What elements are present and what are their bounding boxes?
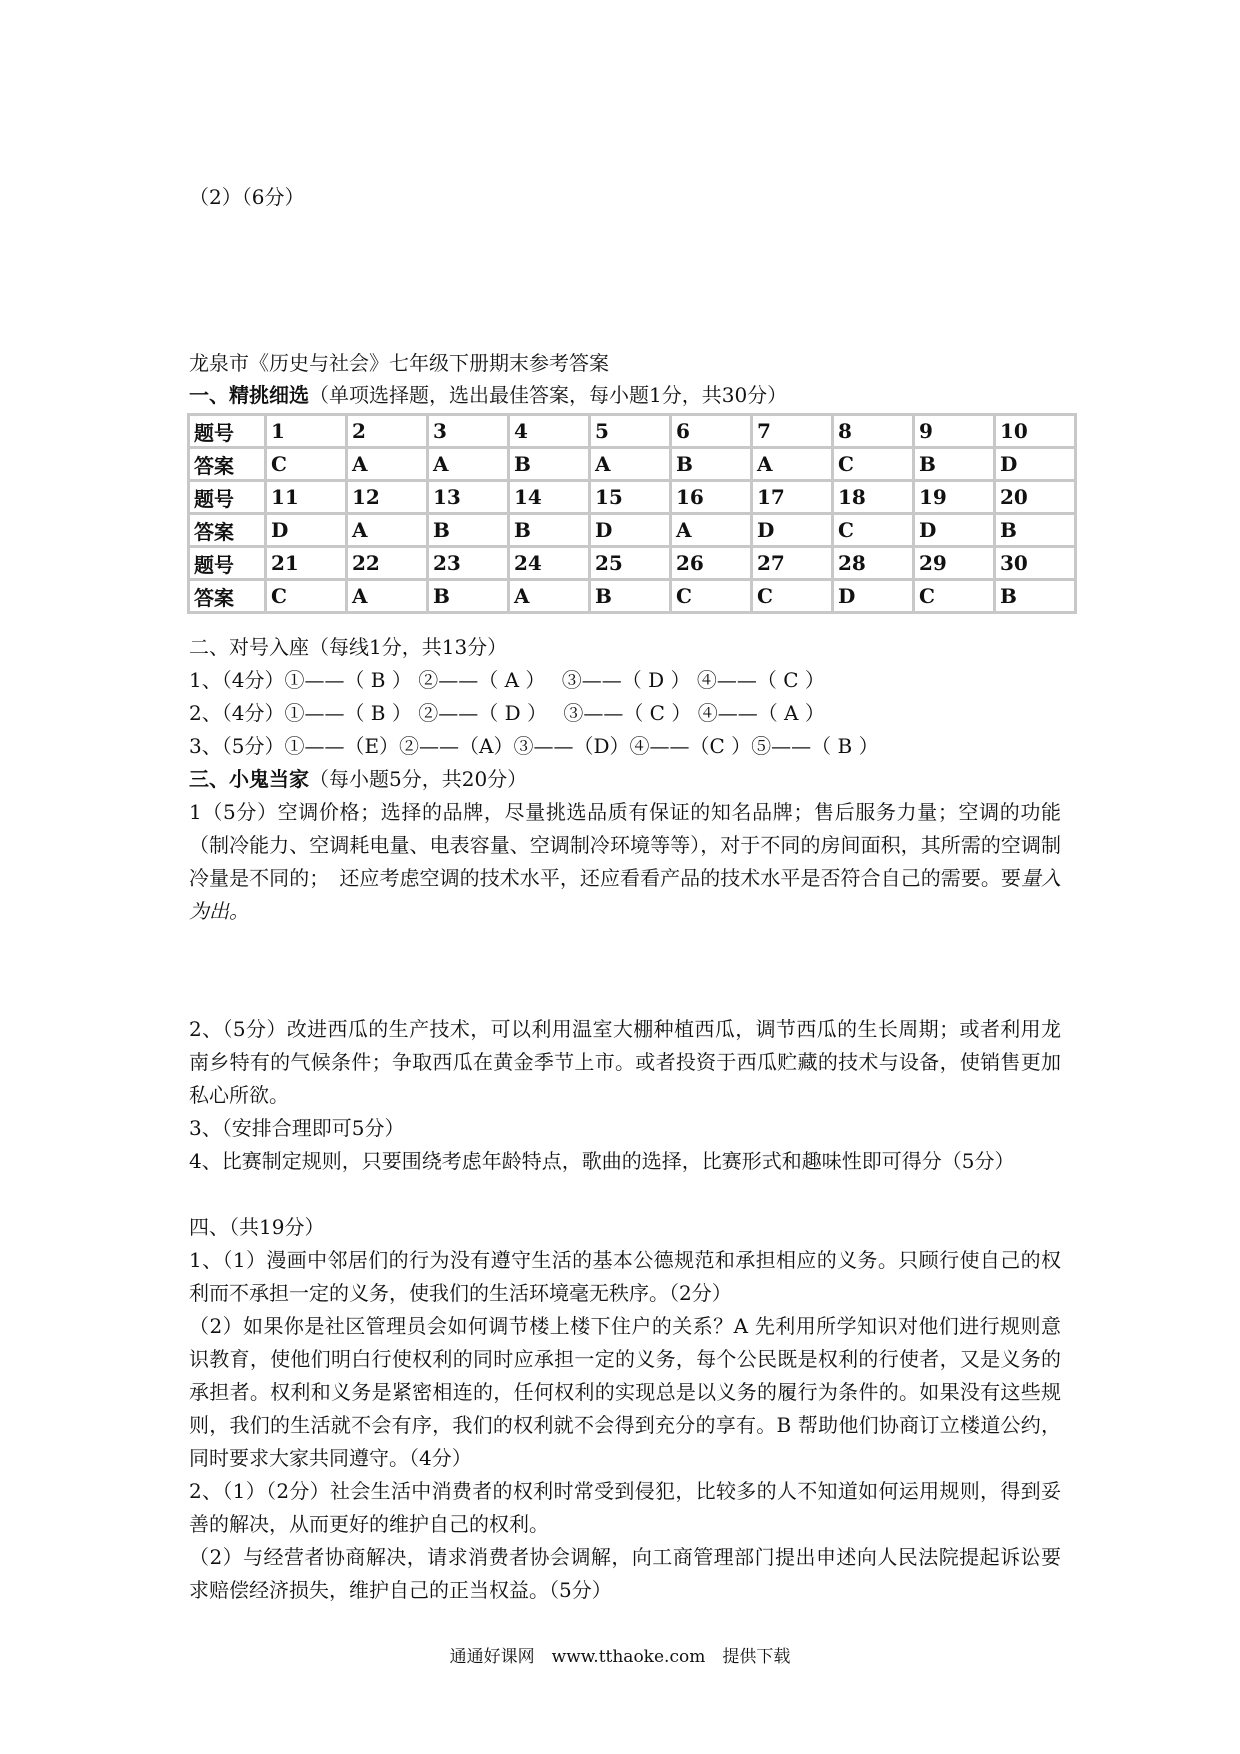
table-cell: 29 (914, 547, 995, 580)
table-row (189, 580, 1076, 613)
table-cell: 8 (833, 415, 914, 448)
table-cell: 30 (995, 547, 1076, 580)
table-cell: B (995, 580, 1076, 613)
table-cell: D (590, 514, 671, 547)
section3-heading: 三、小鬼当家 (189, 767, 309, 791)
table-cell: 22 (347, 547, 428, 580)
table-cell: 28 (833, 547, 914, 580)
table-row (189, 547, 1076, 580)
table-cell: C (833, 514, 914, 547)
table-cell: B (671, 448, 752, 481)
table-cell: A (590, 448, 671, 481)
table-cell: B (428, 514, 509, 547)
section3-q4: 4、比赛制定规则，只要围绕考虑年龄特点，歌曲的选择，比赛形式和趣味性即可得分（5分） (189, 1149, 1015, 1173)
table-cell: 19 (914, 481, 995, 514)
table-cell: D (752, 514, 833, 547)
section4-p4: （2）与经营者协商解决，请求消费者协会调解，向工商管理部门提出申述向人民法院提起诉讼要求赔偿经济损失，维护自己的正当权益。（5分） (189, 1545, 1061, 1602)
section3-heading-line (189, 763, 527, 796)
table-cell: 1 (266, 415, 347, 448)
table-cell: 6 (671, 415, 752, 448)
section4-p3: 2、（1）（2分）社会生活中消费者的权利时常受到侵犯，比较多的人不知道如何运用规则，得到妥善的解决，从而更好的维护自己的权利。 (189, 1479, 1061, 1536)
section3-q1-italic: 量入为出。 (189, 866, 1061, 923)
section3-note: （每小题5分，共20分） (309, 767, 528, 791)
table-cell: A (347, 514, 428, 547)
table-cell: 12 (347, 481, 428, 514)
table-row-header: 题号 (189, 547, 266, 580)
section1-heading: 一、精挑细选 (189, 383, 309, 407)
table-cell: 15 (590, 481, 671, 514)
table-cell: 4 (509, 415, 590, 448)
table-cell: 14 (509, 481, 590, 514)
table-cell: A (509, 580, 590, 613)
table-cell: A (428, 448, 509, 481)
table-cell: D (995, 448, 1076, 481)
table-cell: 11 (266, 481, 347, 514)
section2-item-1: 1、（4分）①——（ B ） ②——（ A ） ③——（ D ） ④——（ C ） (189, 668, 825, 692)
table-cell: B (914, 448, 995, 481)
answer-table (187, 413, 1077, 614)
section3-q2: 2、（5分）改进西瓜的生产技术，可以利用温室大棚种植西瓜，调节西瓜的生长周期；或者利用龙南乡特有的气候条件；争取西瓜在黄金季节上市。或者投资于西瓜贮藏的技术与设备，使销售更加私心所欲。 (189, 1017, 1061, 1107)
section1-heading-line (189, 379, 787, 412)
table-cell: C (266, 448, 347, 481)
table-row (189, 481, 1076, 514)
table-cell: B (509, 514, 590, 547)
table-cell: D (914, 514, 995, 547)
table-cell: B (509, 448, 590, 481)
table-cell: B (590, 580, 671, 613)
table-cell: 17 (752, 481, 833, 514)
table-cell: 9 (914, 415, 995, 448)
table-cell: D (266, 514, 347, 547)
table-cell: 2 (347, 415, 428, 448)
table-row-header: 答案 (189, 448, 266, 481)
table-cell: 26 (671, 547, 752, 580)
table-cell: C (833, 448, 914, 481)
table-row (189, 448, 1076, 481)
table-cell: 7 (752, 415, 833, 448)
table-cell: A (347, 448, 428, 481)
section2-item-2: 2、（4分）①——（ B ） ②——（ D ） ③——（ C ） ④——（ A ） (189, 701, 825, 725)
section2-heading: 二、对号入座（每线1分，共13分） (189, 635, 508, 659)
table-cell: A (671, 514, 752, 547)
table-cell: 16 (671, 481, 752, 514)
table-cell: A (752, 448, 833, 481)
table-row-header: 答案 (189, 514, 266, 547)
table-cell: 24 (509, 547, 590, 580)
table-cell: 25 (590, 547, 671, 580)
section2-item-3: 3、（5分）①——（E）②——（A）③——（D）④——（C ）⑤——（ B ） (189, 734, 879, 758)
section4-p2: （2）如果你是社区管理员会如何调节楼上楼下住户的关系？A 先利用所学知识对他们进行规则意识教育，使他们明白行使权利的同时应承担一定的义务，每个公民既是权利的行使者，又是义务的承担者。权利和义务是紧密相连的，任何权利的实现总是以义务的履行为条件的。如果没有这些规则，我们的生活就不会有序，我们的权利就不会得到充分的享有。B 帮助他们协商订立楼道公约，同时要求大家共同遵守。（4分） (189, 1314, 1061, 1470)
table-cell: 5 (590, 415, 671, 448)
section3-q3: 3、（安排合理即可5分） (189, 1116, 405, 1140)
table-cell: B (428, 580, 509, 613)
table-row (189, 415, 1076, 448)
top-note: （2）（6分） (189, 185, 305, 209)
section1-note: （单项选择题，选出最佳答案，每小题1分，共30分） (309, 383, 788, 407)
table-cell: C (671, 580, 752, 613)
section3-q1 (189, 796, 1061, 928)
table-row-header: 题号 (189, 481, 266, 514)
table-cell: C (266, 580, 347, 613)
table-cell: 18 (833, 481, 914, 514)
page-footer: 通通好课网 www.tthaoke.com 提供下载 (449, 1647, 791, 1667)
table-cell: C (752, 580, 833, 613)
table-cell: C (914, 580, 995, 613)
section4-p1: 1、（1）漫画中邻居们的行为没有遵守生活的基本公德规范和承担相应的义务。只顾行使自己的权利而不承担一定的义务，使我们的生活环境毫无秩序。（2分） (189, 1248, 1061, 1305)
table-row-header: 题号 (189, 415, 266, 448)
table-row (189, 514, 1076, 547)
table-cell: B (995, 514, 1076, 547)
table-cell: 3 (428, 415, 509, 448)
table-cell: 21 (266, 547, 347, 580)
table-cell: 20 (995, 481, 1076, 514)
table-row-header: 答案 (189, 580, 266, 613)
table-cell: 27 (752, 547, 833, 580)
section4-heading: 四、（共19分） (189, 1215, 325, 1239)
document-title: 龙泉市《历史与社会》七年级下册期末参考答案 (189, 351, 609, 375)
table-cell: 13 (428, 481, 509, 514)
section3-q1-text: 1（5分）空调价格；选择的品牌，尽量挑选品质有保证的知名品牌；售后服务力量；空调的功能（制冷能力、空调耗电量、电表容量、空调制冷环境等等），对于不同的房间面积，其所需的空调制冷量是不同的； 还应考虑空调的技术水平，还应看看产品的技术水平是否符合自己的需要。要 (189, 800, 1061, 890)
table-cell: 23 (428, 547, 509, 580)
table-cell: 10 (995, 415, 1076, 448)
table-cell: D (833, 580, 914, 613)
table-cell: A (347, 580, 428, 613)
